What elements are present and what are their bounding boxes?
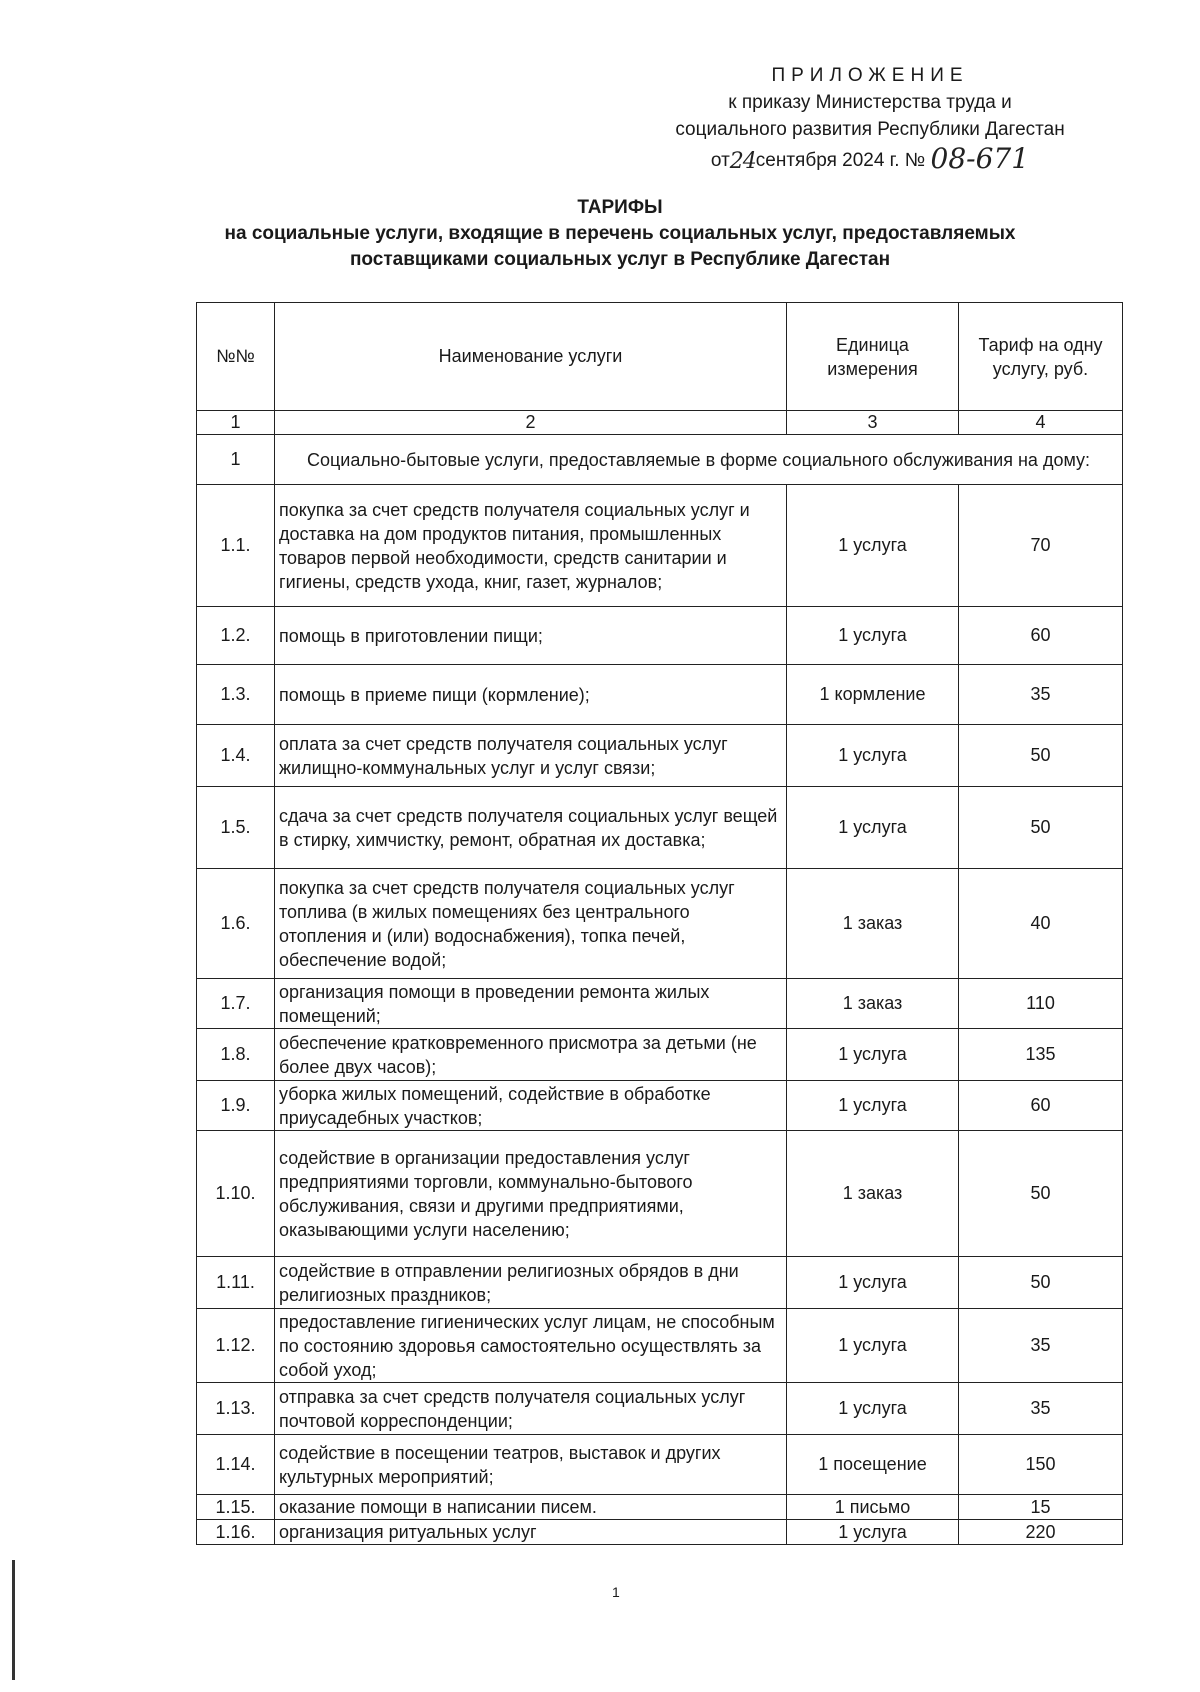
- header-num: №№: [197, 303, 275, 411]
- row-unit: 1 заказ: [787, 869, 959, 979]
- column-number: 3: [787, 411, 959, 435]
- row-unit: 1 услуга: [787, 1257, 959, 1309]
- row-unit: 1 услуга: [787, 1081, 959, 1131]
- column-number-row: [197, 411, 1123, 435]
- table-row: [197, 607, 1123, 665]
- header-tariff: Тариф на одну услугу, руб.: [959, 303, 1123, 411]
- table-row: [197, 485, 1123, 607]
- row-tariff: 50: [959, 1131, 1123, 1257]
- row-name: покупка за счет средств получателя социальных услуг и доставка на дом продуктов питания, промышленных товаров первой необходимости, средств санитарии и гигиены, средств ухода, книг, газет, журналов;: [275, 485, 787, 607]
- row-tariff: 60: [959, 607, 1123, 665]
- row-unit: 1 посещение: [787, 1435, 959, 1495]
- row-name: покупка за счет средств получателя социальных услуг топлива (в жилых помещениях без центрального отопления и (или) водоснабжения), топка печей, обеспечение водой;: [275, 869, 787, 979]
- table-row: [197, 1435, 1123, 1495]
- table-row: [197, 1257, 1123, 1309]
- column-number: 1: [197, 411, 275, 435]
- date-rest: сентября 2024 г. №: [755, 150, 926, 171]
- row-num: 1.7.: [197, 979, 275, 1029]
- row-tariff: 50: [959, 725, 1123, 787]
- row-num: 1.9.: [197, 1081, 275, 1131]
- table-row: [197, 1495, 1123, 1520]
- table-row: [197, 665, 1123, 725]
- row-num: 1.1.: [197, 485, 275, 607]
- document-title: [150, 195, 1090, 273]
- table-row: [197, 1383, 1123, 1435]
- page-number: 1: [612, 1584, 620, 1600]
- tariff-table: [196, 302, 1123, 1545]
- row-name: помощь в приеме пищи (кормление);: [275, 665, 787, 725]
- header-row: [197, 303, 1123, 411]
- row-num: 1.8.: [197, 1029, 275, 1081]
- row-unit: 1 услуга: [787, 1309, 959, 1383]
- row-unit: 1 услуга: [787, 1520, 959, 1545]
- row-unit: 1 заказ: [787, 979, 959, 1029]
- row-name: предоставление гигиенических услуг лицам, не способным по состоянию здоровья самостоятельно осуществлять за собой уход;: [275, 1309, 787, 1383]
- row-tariff: 35: [959, 1383, 1123, 1435]
- appendix-title: ПРИЛОЖЕНИЕ: [771, 65, 969, 86]
- row-name: оплата за счет средств получателя социальных услуг жилищно-коммунальных услуг и услуг связи;: [275, 725, 787, 787]
- row-name: уборка жилых помещений, содействие в обработке приусадебных участков;: [275, 1081, 787, 1131]
- handwritten-day: 24: [729, 149, 756, 174]
- date-prefix: от: [710, 150, 730, 171]
- row-num: 1.13.: [197, 1383, 275, 1435]
- scan-edge-mark: [12, 1560, 15, 1680]
- row-tariff: 15: [959, 1495, 1123, 1520]
- section-num: 1: [197, 435, 275, 485]
- title-line-2: поставщиками социальных услуг в Республике Дагестан: [349, 249, 891, 270]
- row-name: организация помощи в проведении ремонта жилых помещений;: [275, 979, 787, 1029]
- order-date-line: [640, 143, 1100, 174]
- table-row: [197, 787, 1123, 869]
- header-name: Наименование услуги: [275, 303, 787, 411]
- row-unit: 1 услуга: [787, 485, 959, 607]
- header-unit: Единица измерения: [787, 303, 959, 411]
- row-name: сдача за счет средств получателя социальных услуг вещей в стирку, химчистку, ремонт, обратная их доставка;: [275, 787, 787, 869]
- row-unit: 1 письмо: [787, 1495, 959, 1520]
- row-num: 1.6.: [197, 869, 275, 979]
- table-row: [197, 979, 1123, 1029]
- section-title: Социально-бытовые услуги, предоставляемые в форме социального обслуживания на дому:: [275, 435, 1123, 485]
- table-row: [197, 1520, 1123, 1545]
- row-num: 1.12.: [197, 1309, 275, 1383]
- row-num: 1.15.: [197, 1495, 275, 1520]
- table-row: [197, 1131, 1123, 1257]
- row-name: содействие в посещении театров, выставок и других культурных мероприятий;: [275, 1435, 787, 1495]
- row-num: 1.4.: [197, 725, 275, 787]
- row-num: 1.14.: [197, 1435, 275, 1495]
- row-name: содействие в отправлении религиозных обрядов в дни религиозных праздников;: [275, 1257, 787, 1309]
- row-tariff: 40: [959, 869, 1123, 979]
- row-tariff: 150: [959, 1435, 1123, 1495]
- table-row: [197, 869, 1123, 979]
- row-tariff: 35: [959, 665, 1123, 725]
- row-tariff: 35: [959, 1309, 1123, 1383]
- row-num: 1.2.: [197, 607, 275, 665]
- row-tariff: 70: [959, 485, 1123, 607]
- row-unit: 1 кормление: [787, 665, 959, 725]
- row-name: организация ритуальных услуг: [275, 1520, 787, 1545]
- column-number: 4: [959, 411, 1123, 435]
- appendix-line-2: социального развития Республики Дагестан: [675, 119, 1065, 140]
- row-name: оказание помощи в написании писем.: [275, 1495, 787, 1520]
- column-number: 2: [275, 411, 787, 435]
- row-name: помощь в приготовлении пищи;: [275, 607, 787, 665]
- title-main: ТАРИФЫ: [577, 197, 663, 218]
- row-tariff: 135: [959, 1029, 1123, 1081]
- row-unit: 1 заказ: [787, 1131, 959, 1257]
- row-name: содействие в организации предоставления услуг предприятиями торговли, коммунально-бытового обслуживания, связи и другими предприятиями, оказывающими услуги населению;: [275, 1131, 787, 1257]
- row-num: 1.5.: [197, 787, 275, 869]
- row-tariff: 110: [959, 979, 1123, 1029]
- row-tariff: 50: [959, 787, 1123, 869]
- handwritten-order-number: 08-671: [930, 142, 1030, 175]
- table-row: [197, 1081, 1123, 1131]
- table-row: [197, 1309, 1123, 1383]
- row-unit: 1 услуга: [787, 1383, 959, 1435]
- row-tariff: 50: [959, 1257, 1123, 1309]
- row-num: 1.11.: [197, 1257, 275, 1309]
- section-row: [197, 435, 1123, 485]
- row-num: 1.16.: [197, 1520, 275, 1545]
- row-tariff: 220: [959, 1520, 1123, 1545]
- row-tariff: 60: [959, 1081, 1123, 1131]
- row-unit: 1 услуга: [787, 1029, 959, 1081]
- row-num: 1.10.: [197, 1131, 275, 1257]
- row-unit: 1 услуга: [787, 607, 959, 665]
- row-num: 1.3.: [197, 665, 275, 725]
- appendix-line-1: к приказу Министерства труда и: [728, 92, 1012, 113]
- row-unit: 1 услуга: [787, 725, 959, 787]
- table-row: [197, 1029, 1123, 1081]
- appendix-header: [640, 62, 1100, 174]
- row-name: отправка за счет средств получателя социальных услуг почтовой корреспонденции;: [275, 1383, 787, 1435]
- row-name: обеспечение кратковременного присмотра за детьми (не более двух часов);: [275, 1029, 787, 1081]
- row-unit: 1 услуга: [787, 787, 959, 869]
- table-row: [197, 725, 1123, 787]
- title-line-1: на социальные услуги, входящие в перечень социальных услуг, предоставляемых: [224, 223, 1016, 244]
